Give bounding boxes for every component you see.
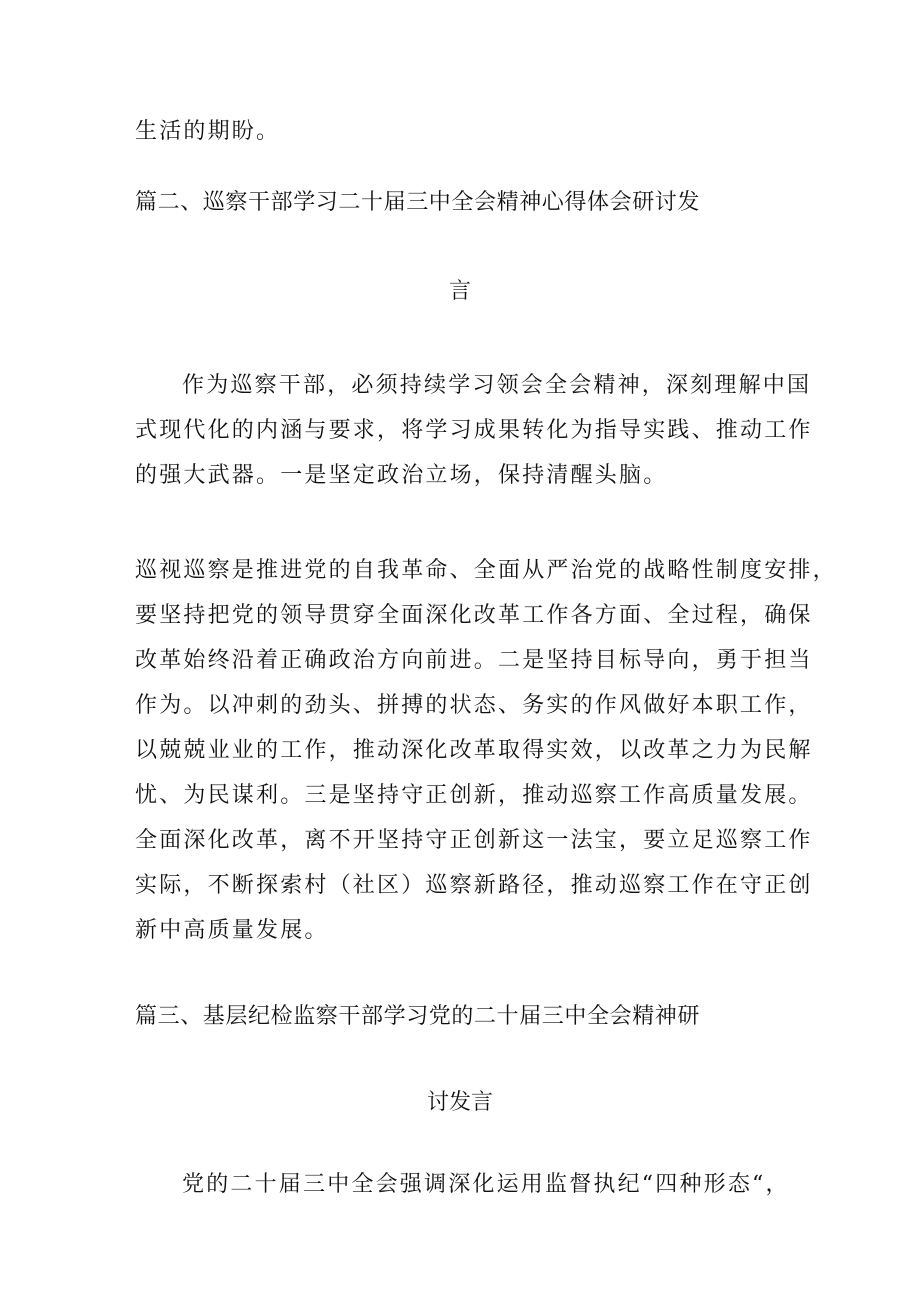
section3-para1-line: 党的二十届三中全会强调深化运用监督执纪“四种形态“， (182, 1172, 790, 1197)
section3-title-line1: 篇三、基层纪检监察干部学习党的二十届三中全会精神研 (135, 1004, 701, 1029)
section2-para1-line: 的强大武器。一是坚定政治立场，保持清醒头脑。 (135, 463, 668, 488)
section2-para2-line: 作为。以冲刺的劲头、拼搏的状态、务实的作风做好本职工作， (135, 693, 813, 718)
section2-para2-line: 全面深化改革，离不开坚持守正创新这一法宝，要立足巡察工作 (135, 828, 813, 853)
section2-para2-line: 新中高质量发展。 (135, 918, 329, 943)
section3-title-line2: 讨发言 (426, 1090, 493, 1115)
section2-para2-line: 忧、为民谋利。三是坚持守正创新，推动巡察工作高质量发展。 (135, 783, 813, 808)
intro-text-line: 生活的期盼。 (135, 119, 281, 144)
section2-para2-line: 要坚持把党的领导贯穿全面深化改革工作各方面、全过程，确保 (135, 603, 813, 628)
section2-para1-line: 式现代化的内涵与要求，将学习成果转化为指导实践、推动工作 (135, 418, 813, 443)
section2-para2-line: 巡视巡察是推进党的自我革命、全面从严治党的战略性制度安排， (135, 558, 837, 583)
section2-title-line2: 言 (448, 279, 471, 304)
section2-para2-line: 以兢兢业业的工作，推动深化改革取得实效，以改革之力为民解 (135, 738, 813, 763)
section2-para1-line: 作为巡察干部，必须持续学习领会全会精神，深刻理解中国 (182, 373, 812, 398)
section2-title-line1: 篇二、巡察干部学习二十届三中全会精神心得体会研讨发 (135, 190, 701, 215)
section2-para2-line: 实际，不断探索村（社区）巡察新路径，推动巡察工作在守正创 (135, 873, 813, 898)
section2-para2-line: 改革始终沿着正确政治方向前进。二是坚持目标导向，勇于担当 (135, 648, 813, 673)
